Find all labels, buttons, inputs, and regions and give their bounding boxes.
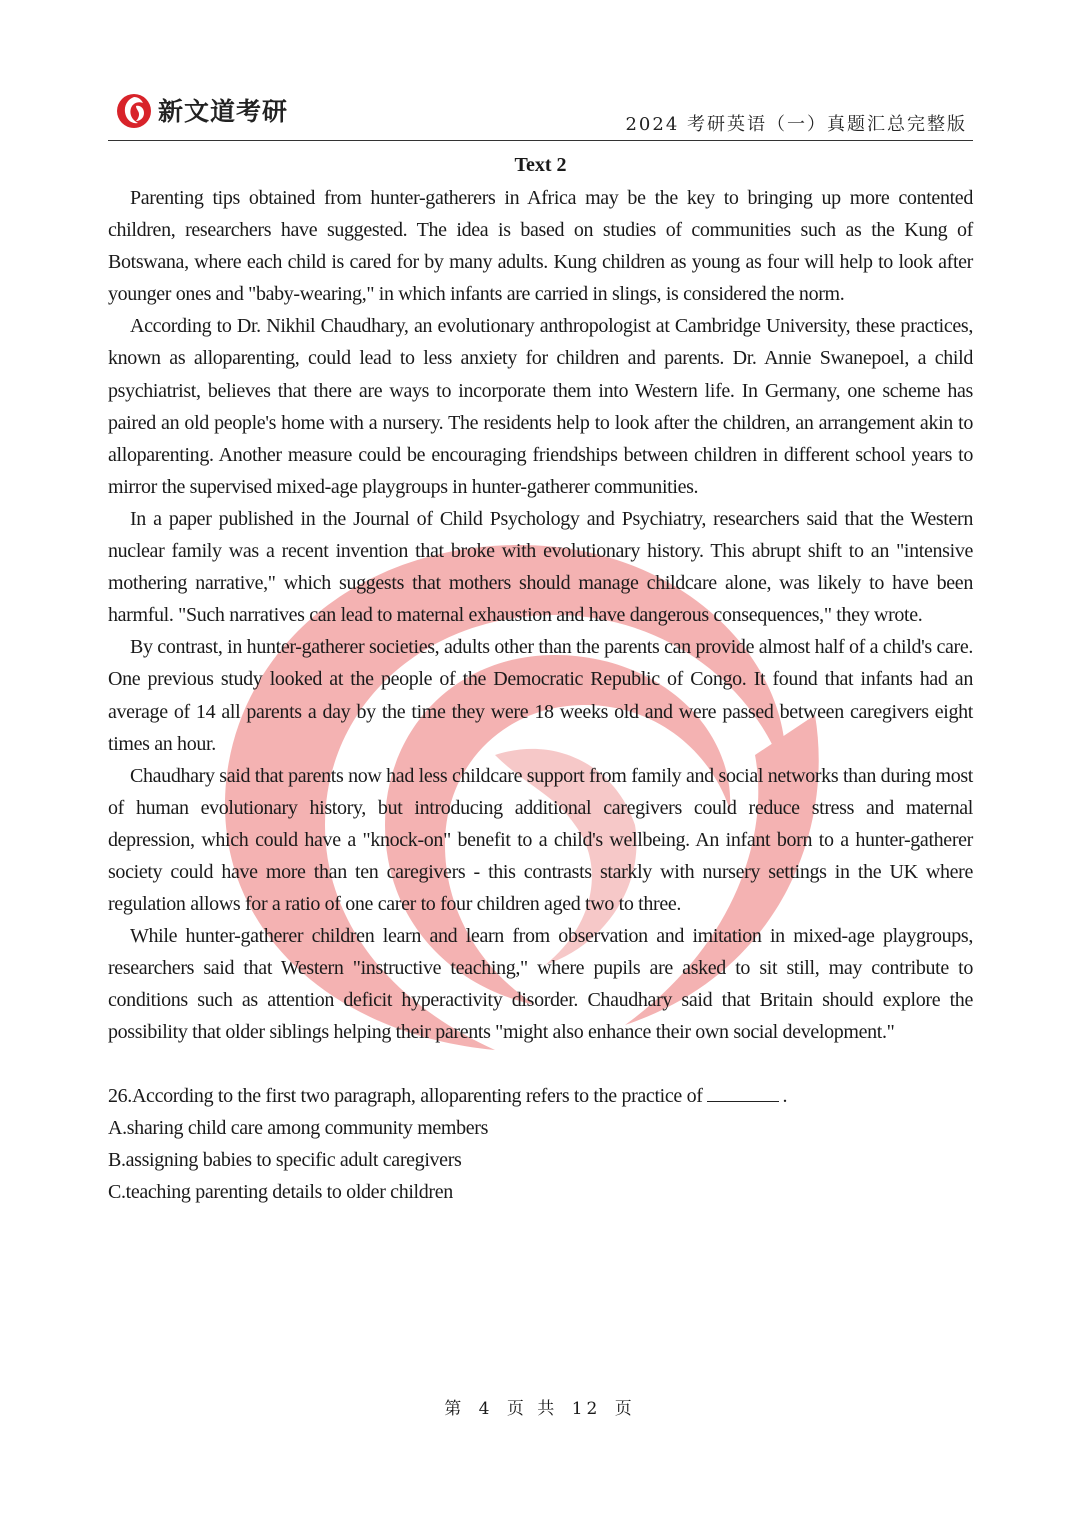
paragraph-3: In a paper published in the Journal of Child Psychology and Psychiatry, researchers said that the Western nuclear family was a recent invention that broke with evolutionary history. This abrupt shift to an "intensive mothering narrative," which suggests that mothers should manage childcare alone, was likely to have been harmful. "Such narratives can lead to maternal exhaustion and have dangerous consequences," they wrote. — [108, 507, 973, 627]
article-body — [108, 150, 973, 1208]
question-stem-text: 26.According to the first two paragraph, alloparenting refers to the practice of — [108, 1084, 703, 1107]
phoenix-logo-icon — [114, 90, 154, 130]
option-c: C.teaching parenting details to older children — [108, 1180, 453, 1203]
paragraph-6: While hunter-gatherer children learn and learn from observation and imitation in mixed-age playgroups, researchers said that Western "instructive teaching," where pupils are asked to sit still, may contribute to conditions such as attention deficit hyperactivity disorder. Chaudhary said that Britain should explore the possibility that older siblings helping their parents "might also enhance their own social development." — [108, 925, 973, 1044]
logo-text: 新文道考研 — [158, 97, 289, 126]
option-b: B.assigning babies to specific adult caregivers — [108, 1148, 462, 1171]
question-26 — [108, 1080, 973, 1208]
page-prefix: 第 — [444, 1399, 466, 1419]
article-title: Text 2 — [514, 154, 567, 176]
question-stem-end: . — [782, 1084, 788, 1107]
page-header — [108, 86, 973, 141]
page-middle: 页 共 — [506, 1399, 559, 1419]
document-title: 2024 考研英语（一）真题汇总完整版 — [625, 114, 967, 135]
page-suffix: 页 — [614, 1399, 636, 1419]
page-footer — [0, 1394, 1080, 1419]
page-number: 4 — [478, 1399, 494, 1419]
answer-blank — [707, 1083, 779, 1102]
paragraph-2: According to Dr. Nikhil Chaudhary, an evolutionary anthropologist at Cambridge University, these practices, known as alloparenting, could lead to less anxiety for children and parents. Dr. Annie Swanepoel, a child psychiatrist, believes that there are ways to incorporate them into Western life. In Germany, one scheme has paired an old people's home with a nursery. The residents help to look after the children, an arrangement akin to alloparenting. Another measure could be encouraging friendships between children in different school years to mirror the supervised mixed-age playgroups in hunter-gatherer communities. — [108, 315, 973, 498]
paragraph-4: By contrast, in hunter-gatherer societies, adults other than the parents can provide almost half of a child's care. One previous study looked at the people of the Democratic Republic of Congo. It found that infants had an average of 14 all parents a day by the time they were 18 weeks old and were passed between caregivers eight times an hour. — [108, 636, 973, 755]
brand-logo — [114, 90, 288, 130]
question-stem — [108, 1080, 973, 1112]
option-a: A.sharing child care among community members — [108, 1116, 489, 1139]
page-total: 12 — [571, 1399, 602, 1419]
paragraph-5: Chaudhary said that parents now had less childcare support from family and social networks than during most of human evolutionary history, but introducing additional caregivers could reduce stress and maternal depression, which could have a "knock-on" benefit to a child's wellbeing. An infant born to a hunter-gatherer society could have more than ten caregivers - this contrasts starkly with nursery settings in the UK where regulation allows for a ratio of one carer to four children aged two to three. — [108, 764, 973, 916]
paragraph-1: Parenting tips obtained from hunter-gatherers in Africa may be the key to bringing up more contented children, researchers have suggested. The idea is based on studies of communities such as the Kung of Botswana, where each child is cared for by many adults. Kung children as young as four will help to look after younger ones and "baby-wearing," in which infants are carried in slings, is considered the norm. — [108, 187, 973, 306]
